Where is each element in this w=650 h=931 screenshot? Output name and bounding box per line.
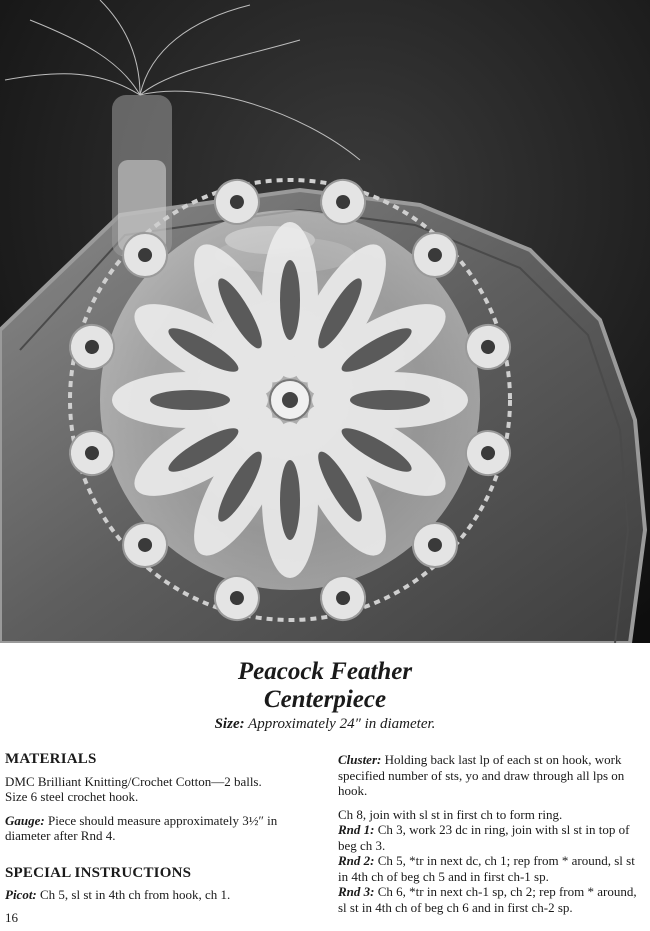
left-column — [5, 752, 315, 903]
size-line — [0, 716, 650, 733]
picot-paragraph — [5, 887, 315, 903]
gauge-text: Piece should measure approximately 3½″ in diameter after Rnd 4. — [5, 812, 278, 843]
round-2-label: Rnd 2: — [338, 853, 375, 868]
round-2-text: Ch 5, *tr in next dc, ch 1; rep from * around, sl st in 4th ch of beg ch 5 and in first ch-1 sp. — [338, 853, 635, 884]
gauge-paragraph — [5, 813, 315, 844]
page-number: 16 — [5, 910, 18, 925]
round-1-text: Ch 3, work 23 dc in ring, join with sl st in top of beg ch 3. — [338, 822, 630, 853]
round-1-label: Rnd 1: — [338, 822, 375, 837]
round-3-text: Ch 6, *tr in next ch-1 sp, ch 2; rep from * around, sl st in 4th ch of beg ch 6 and in first ch-2 sp. — [338, 884, 637, 915]
pattern-title-line-1: Peacock Feather — [237, 658, 413, 685]
cluster-paragraph — [338, 752, 646, 799]
special-instructions-heading: SPECIAL INSTRUCTIONS — [5, 864, 192, 881]
materials-heading: MATERIALS — [5, 751, 97, 767]
size-label: Size: — [214, 716, 245, 732]
picot-text: Ch 5, sl st in 4th ch from hook, ch 1. — [40, 887, 231, 902]
round-3-label: Rnd 3: — [338, 884, 375, 899]
materials-line-1: DMC Brilliant Knitting/Crochet Cotton—2 balls. — [5, 773, 262, 789]
picot-label: Picot: — [5, 887, 37, 902]
round-3 — [338, 884, 646, 915]
ring-instruction: Ch 8, join with sl st in first ch to form ring. — [338, 806, 563, 822]
pattern-title-line-2: Centerpiece — [263, 686, 387, 713]
cluster-label: Cluster: — [338, 752, 382, 767]
gauge-label: Gauge: — [5, 812, 45, 828]
round-2 — [338, 853, 646, 884]
right-column — [338, 752, 646, 915]
cluster-text: Holding back last lp of each st on hook, work specified number of sts, yo and draw through all lps on hook. — [338, 752, 625, 798]
materials-line-2: Size 6 steel crochet hook. — [5, 789, 139, 804]
size-text: Approximately 24″ in diameter. — [248, 716, 436, 732]
round-1 — [338, 822, 646, 853]
